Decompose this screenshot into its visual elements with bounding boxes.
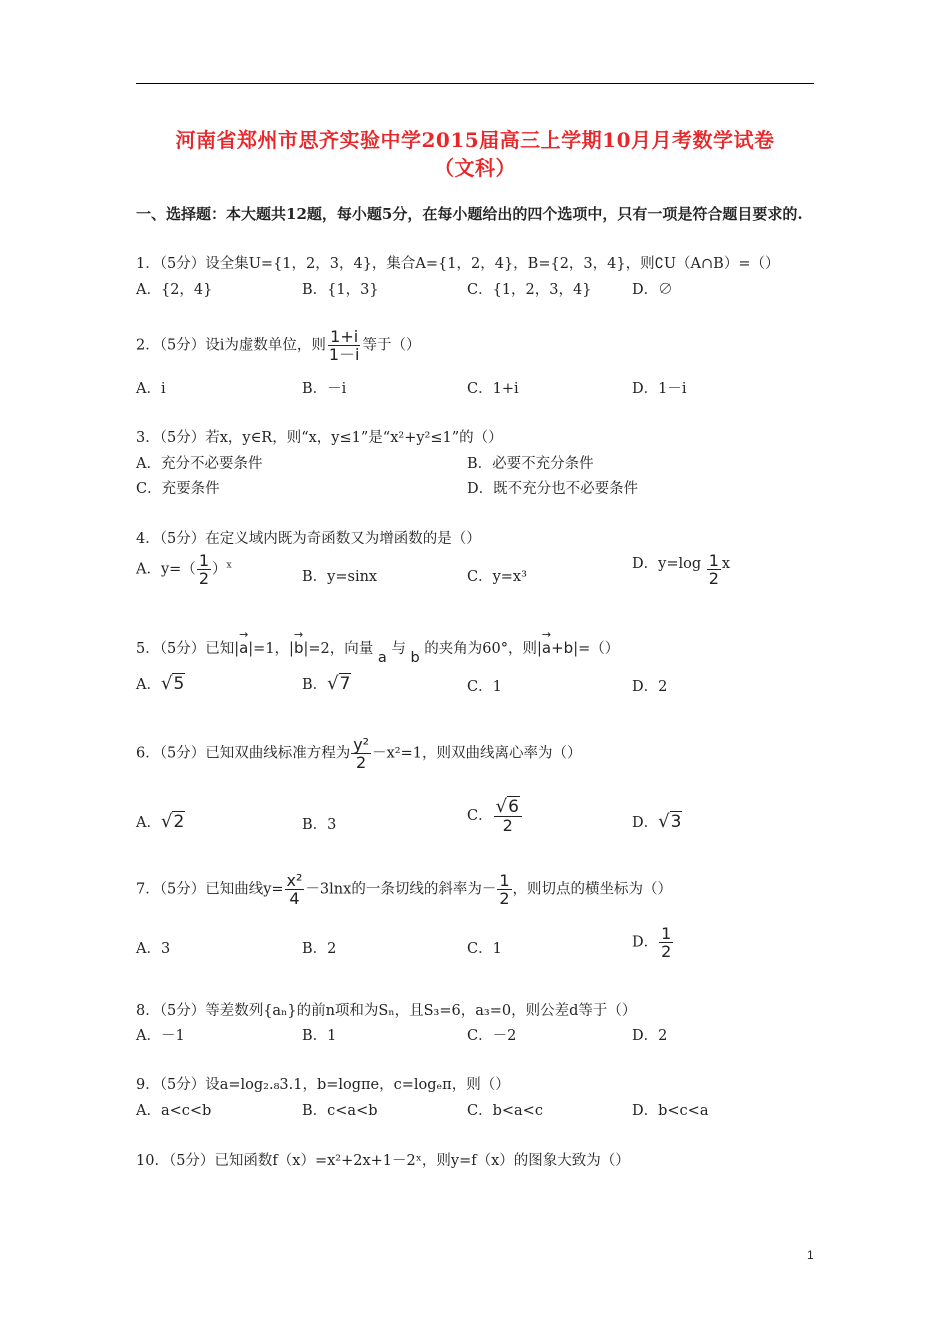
q6-fraction: $\frac{\text{y²}}{2}$ (353, 735, 370, 772)
q7-option-a: A．3 (136, 941, 171, 957)
q8-option-c: C．－2 (467, 1028, 517, 1044)
q1-option-a: A．{2，4} (136, 282, 213, 298)
q4-option-b: B．y=sinx (302, 569, 378, 585)
q7-option-d: D． $\frac{1}{2}$ (632, 924, 672, 961)
q2-option-d: D．1－i (632, 381, 687, 397)
question-9: 9．（5分）设a=log₂.₈3.1，b=logπe，c=logₑπ，则（） (136, 1077, 510, 1093)
q3-option-c: C．充要条件 (136, 481, 220, 497)
q1-option-c: C．{1，2，3，4} (467, 282, 592, 298)
q7-option-b: B．2 (302, 941, 337, 957)
q9-option-b: B．c<a<b (302, 1103, 378, 1119)
q4-option-d: D．y=log $\frac{1}{2}$ x (632, 551, 731, 588)
q3-option-b: B．必要不充分条件 (467, 456, 594, 472)
q8-option-d: D．2 (632, 1028, 668, 1044)
q1-option-d: D．∅ (632, 282, 673, 298)
q7-option-c: C．1 (467, 941, 502, 957)
q7-fraction-2: $\frac{1}{2}$ (499, 871, 510, 908)
q7-d-fraction: $\frac{1}{2}$ (661, 924, 672, 961)
q9-option-c: C．b<a<c (467, 1103, 543, 1119)
q6-c-fraction: $\frac{√6}{2}$ (494, 798, 522, 834)
q3-option-a: A．充分不必要条件 (136, 456, 263, 472)
q4-a-fraction: $\frac{1}{2}$ (198, 551, 209, 588)
page-number: 1 (807, 1248, 814, 1262)
question-2: 2．（5分）设i为虚数单位，则 $\frac{1+i}{1-i}$ 等于（） (136, 327, 421, 364)
question-10: 10．（5分）已知函数f（x）=x²+2x+1－2ˣ，则y=f（x）的图象大致为（） (136, 1153, 630, 1169)
vector-b: → b (294, 639, 304, 657)
q6-option-d: D．√3 (632, 811, 682, 832)
q2-option-a: A．i (136, 381, 166, 397)
q8-option-a: A．－1 (136, 1028, 185, 1044)
q1-option-b: B．{1，3} (302, 282, 379, 298)
q4-d-fraction: $\frac{1}{2}$ (708, 551, 719, 588)
question-8: 8．（5分）等差数列{aₙ}的前n项和为Sₙ，且S₃=6，a₃=0，则公差d等于（） (136, 1003, 637, 1019)
paper-title: 河南省郑州市思齐实验中学2015届高三上学期10月月考数学试卷 (175, 128, 775, 152)
q5-option-d: D．2 (632, 679, 668, 695)
q3-option-d: D．既不充分也不必要条件 (467, 481, 639, 497)
question-1: 1．（5分）设全集U={1，2，3，4}，集合A={1，2，4}，B={2，3，4}，则∁U（A∩B）=（） (136, 256, 780, 272)
q6-option-b: B．3 (302, 817, 337, 833)
q2-fraction: $\frac{1+i}{1-i}$ (328, 327, 360, 364)
q6-option-c: C． $\frac{√6}{2}$ (467, 798, 523, 834)
header-rule (136, 83, 814, 84)
vector-a-plus-b: → a+b (542, 639, 573, 657)
question-7: 7．（5分）已知曲线y= $\frac{\text{x²}}{4}$ －3lnx的一条切线的斜率为－ $\frac{1}{2}$ ，则切点的横坐标为（） (136, 871, 673, 908)
q2-option-b: B．－i (302, 381, 347, 397)
question-6: 6．（5分）已知双曲线标准方程为 $\frac{\text{y²}}{2}$ －x²=1，则双曲线离心率为（） (136, 735, 582, 772)
paper-subtitle: （文科） (434, 156, 516, 180)
q5-option-a: A．√5 (136, 673, 185, 694)
q4-option-c: C．y=x³ (467, 569, 527, 585)
question-4: 4．（5分）在定义域内既为奇函数又为增函数的是（） (136, 531, 481, 547)
q8-option-b: B．1 (302, 1028, 337, 1044)
question-3: 3．（5分）若x，y∈R，则“x，y≤1”是“x²+y²≤1”的（） (136, 430, 503, 446)
section-heading: 一、选择题：本大题共12题，每小题5分，在每小题给出的四个选项中，只有一项是符合题目要求的. (136, 205, 803, 223)
question-5: 5．（5分）已知|→ a|=1，|→ b|=2，向量 a 与 b 的夹角为60°，则|→ a+b|=（） (136, 637, 619, 658)
vector-a: → a (239, 639, 248, 657)
q9-option-d: D．b<c<a (632, 1103, 709, 1119)
q9-option-a: A．a<c<b (136, 1103, 212, 1119)
q2-option-c: C．1+i (467, 381, 519, 397)
q5-option-c: C．1 (467, 679, 502, 695)
q4-option-a: A．y=（ $\frac{1}{2}$ ）$^x$ (136, 551, 232, 588)
q6-option-a: A．√2 (136, 811, 185, 832)
q5-option-b: B．√7 (302, 673, 351, 694)
q7-fraction-1: $\frac{\text{x²}}{4}$ (286, 871, 303, 908)
